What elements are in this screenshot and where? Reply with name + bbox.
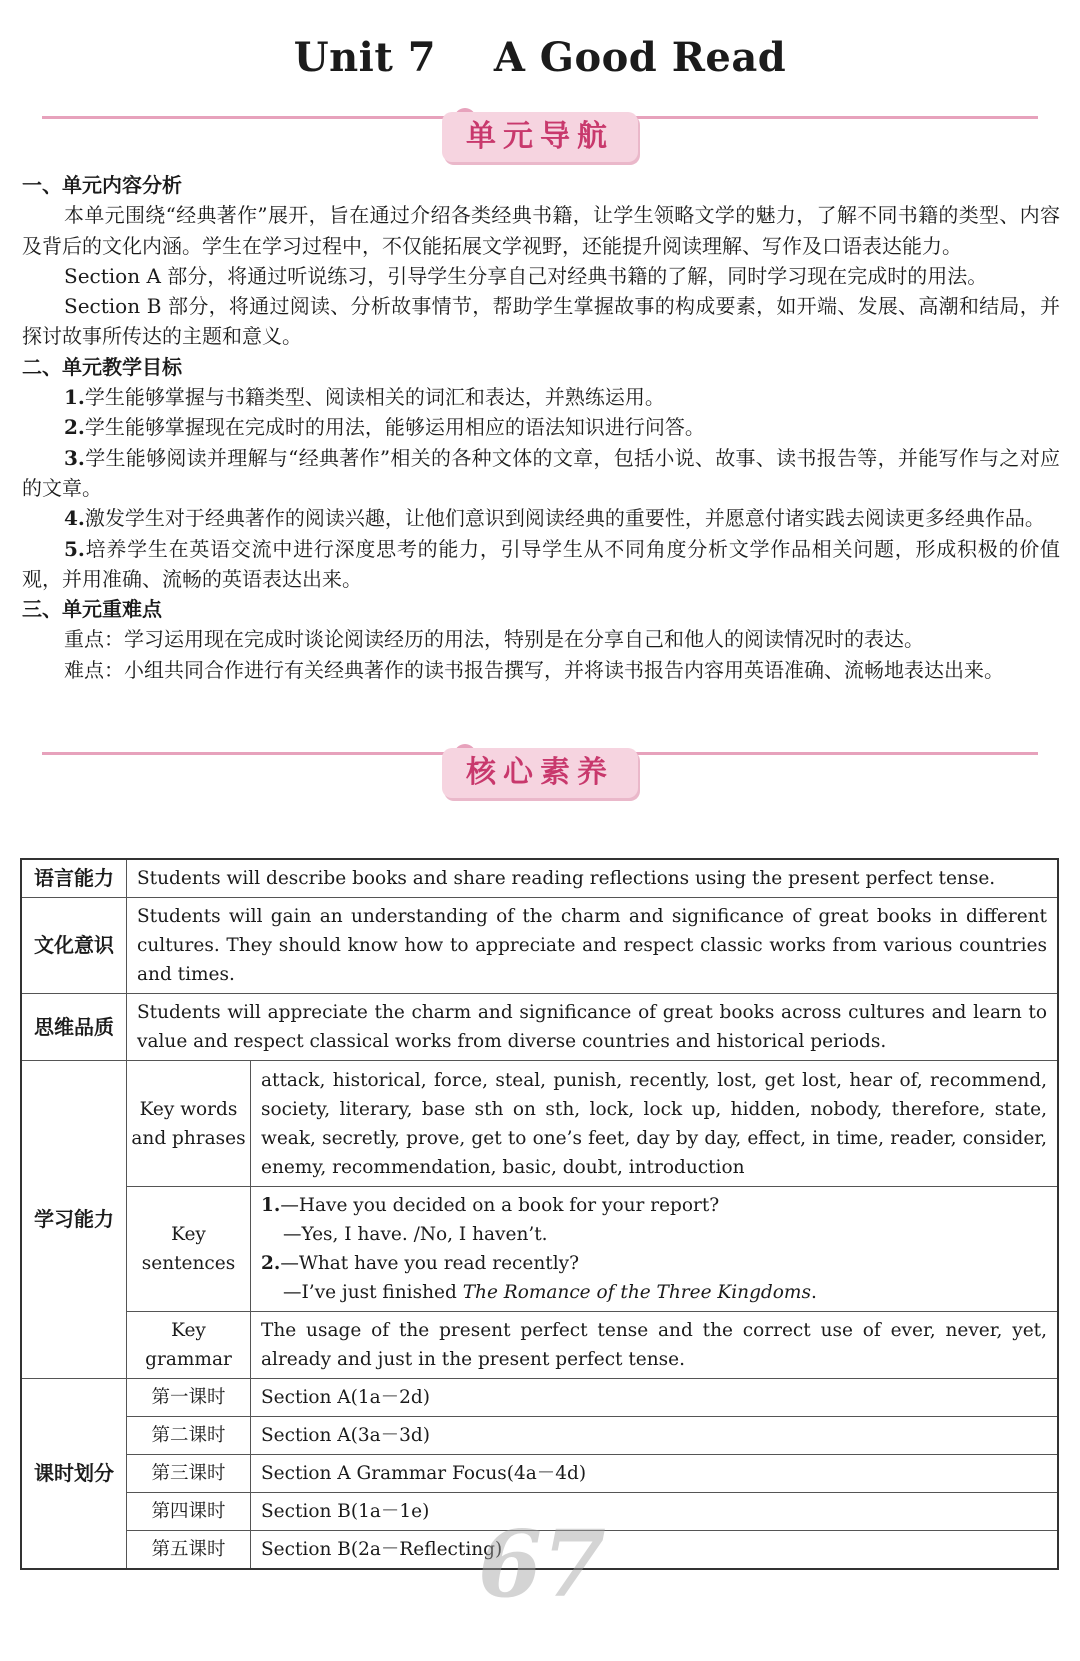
difficult-point: 难点：小组共同合作进行有关经典著作的读书报告撰写，并将读书报告内容用英语准确、流畅地表达出来。: [64, 657, 1004, 682]
lesson-content: Section A Grammar Focus(4a－4d): [251, 1455, 1059, 1493]
key-point: 重点：学习运用现在完成时谈论阅读经历的用法，特别是在分享自己和他人的阅读情况时的表达。: [64, 627, 924, 652]
table-row: [21, 898, 1058, 994]
lesson-period: 第一课时: [127, 1379, 251, 1417]
table-row: [21, 1417, 1058, 1455]
table-row: [21, 1379, 1058, 1417]
sentence-line: —Yes, I have. /No, I haven’t.: [283, 1224, 548, 1245]
table-row: [21, 1061, 1058, 1187]
sentence-line: 2.—What have you read recently?: [261, 1253, 579, 1274]
key-words-text: attack, historical, force, steal, punish, recently, lost, get lost, hear of, recommend, society, literary, base sth on sth, lock, lock up, hidden, nobody, therefore, state, weak, secretly, prove, get to one’s feet, day by day, effect, in time, reader, consider, enemy, recommendation, basic, doubt, introduction: [251, 1061, 1059, 1187]
section-label-nav: 单元导航: [442, 112, 638, 162]
heading-key-difficult-points: 三、单元重难点: [22, 597, 162, 622]
core-competency-table: [20, 858, 1059, 1570]
key-sentences-label: Key sentences: [127, 1187, 251, 1312]
key-words-label: Key words and phrases: [127, 1061, 251, 1187]
key-grammar-text: The usage of the present perfect tense and the correct use of ever, never, yet, already and just in the present perfect tense.: [251, 1312, 1059, 1379]
unit-guide-text: [22, 170, 1060, 685]
lesson-period: 第二课时: [127, 1417, 251, 1455]
table-row: [21, 1455, 1058, 1493]
language-text: Students will describe books and share reading reflections using the present perfect tense.: [127, 859, 1059, 898]
lesson-period: 第三课时: [127, 1455, 251, 1493]
section-label-core: 核心素养: [442, 748, 638, 798]
table-row: [21, 859, 1058, 898]
lesson-content: Section A(3a－3d): [251, 1417, 1059, 1455]
row-label-schedule: 课时划分: [21, 1379, 127, 1570]
lesson-period: 第四课时: [127, 1493, 251, 1531]
thinking-text: Students will appreciate the charm and significance of great books across cultures and learn to value and respect classical works from diverse countries and historical periods.: [127, 994, 1059, 1061]
lesson-content: Section B(1a－1e): [251, 1493, 1059, 1531]
row-label-language: 语言能力: [21, 859, 127, 898]
analysis-paragraph: Section B 部分，将通过阅读、分析故事情节，帮助学生掌握故事的构成要素，如开端、发展、高潮和结局，并探讨故事所传达的主题和意义。: [22, 294, 1060, 349]
table-row: [21, 1187, 1058, 1312]
goal-item: 5.培养学生在英语交流中进行深度思考的能力，引导学生从不同角度分析文学作品相关问题，形成积极的价值观，并用准确、流畅的英语表达出来。: [22, 536, 1060, 591]
heading-content-analysis: 一、单元内容分析: [22, 173, 182, 197]
table-row: [21, 1312, 1058, 1379]
section-banner-core: [42, 744, 1038, 814]
row-label-thinking: 思维品质: [21, 994, 127, 1061]
goal-item: 3.学生能够阅读并理解与“经典著作”相关的各种文体的文章，包括小说、故事、读书报告等，并能写作与之对应的文章。: [22, 445, 1060, 500]
book-title: The Romance of the Three Kingdoms: [462, 1282, 811, 1303]
unit-title: Unit 7 A Good Read: [293, 34, 787, 81]
table-row: [21, 994, 1058, 1061]
sentence-line: 1.—Have you decided on a book for your report?: [261, 1195, 720, 1216]
lesson-content: Section B(2a－Reflecting): [251, 1531, 1059, 1570]
culture-text: Students will gain an understanding of the charm and significance of great books in different cultures. They should know how to appreciate and respect classic works from various countries and times.: [127, 898, 1059, 994]
goal-item: 2.学生能够掌握现在完成时的用法，能够运用相应的语法知识进行问答。: [64, 415, 705, 440]
analysis-paragraph: Section A 部分，将通过听说练习，引导学生分享自己对经典书籍的了解，同时学习现在完成时的用法。: [64, 263, 988, 288]
goal-item: 1.学生能够掌握与书籍类型、阅读相关的词汇和表达，并熟练运用。: [64, 385, 665, 410]
heading-teaching-goals: 二、单元教学目标: [22, 354, 182, 379]
lesson-content: Section A(1a－2d): [251, 1379, 1059, 1417]
sentence-line: —I’ve just finished The Romance of the Three Kingdoms.: [283, 1282, 817, 1303]
goal-item: 4.激发学生对于经典著作的阅读兴趣，让他们意识到阅读经典的重要性，并愿意付诸实践去阅读更多经典作品。: [64, 506, 1045, 531]
key-grammar-label: Key grammar: [127, 1312, 251, 1379]
page-number: 67: [478, 1510, 607, 1618]
analysis-paragraph: 本单元围绕“经典著作”展开，旨在通过介绍各类经典书籍，让学生领略文学的魅力，了解不同书籍的类型、内容及背后的文化内涵。学生在学习过程中，不仅能拓展文学视野，还能提升阅读理解、写作及口语表达能力。: [22, 203, 1060, 258]
row-label-learning: 学习能力: [21, 1061, 127, 1379]
key-sentences: [251, 1187, 1059, 1312]
section-banner-nav: [42, 108, 1038, 178]
lesson-period: 第五课时: [127, 1531, 251, 1570]
row-label-culture: 文化意识: [21, 898, 127, 994]
